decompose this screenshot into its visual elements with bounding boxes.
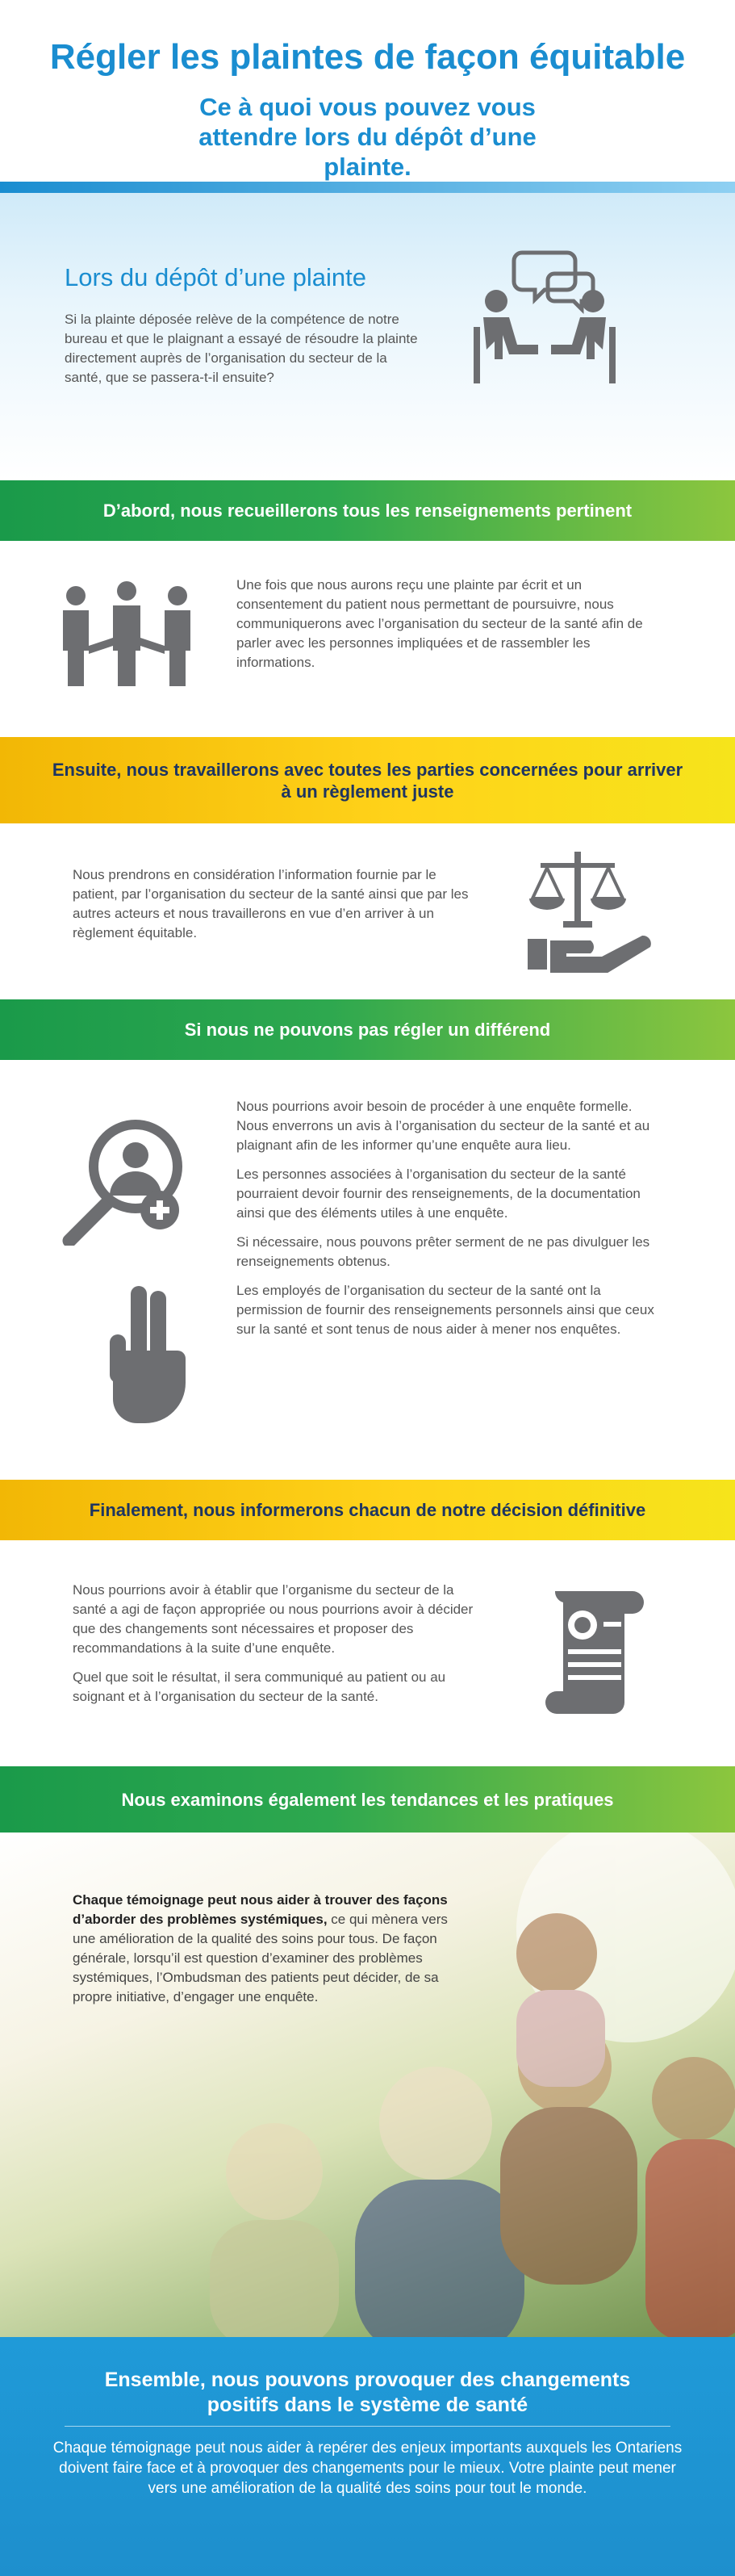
intro-heading: Lors du dépôt d’une plainte [65, 263, 367, 291]
step4-banner [0, 1480, 735, 1540]
footer-section [0, 2337, 735, 2576]
step4-title: Finalement, nous informerons chacun de notre décision définitive [89, 1500, 646, 1520]
step5-body: ce qui mènera vers une amélioration de la qualité des soins pour tous. De façon générale, lorsqu’il est question d’examiner des problèmes systémiques, l’Ombudsman des patients peut décider, de sa propre initiative, d’engager une enquête. [73, 1912, 448, 2004]
step4-section [0, 1540, 735, 1766]
step3-section [0, 1060, 735, 1480]
step1-title: D’abord, nous recueillerons tous les renseignements pertinent [102, 501, 633, 521]
step1-section [0, 541, 735, 737]
step2-section [0, 823, 735, 999]
intro-section [0, 182, 735, 480]
step3-banner [0, 999, 735, 1060]
step5-title: Nous examinons également les tendances et les pratiques [121, 1789, 614, 1810]
magnifier-patient-icon [56, 1116, 194, 1246]
scales-hand-icon [524, 852, 662, 973]
step3-title: Si nous ne pouvons pas régler un différend [184, 1020, 551, 1040]
footer-body: Chaque témoignage peut nous aider à repérer des enjeux importants auxquels les Ontariens doivent faire face et à provoquer des changements pour le mieux. Votre plainte peut mener vers une amélioration de la qualité des soins pour tout le monde. [52, 2440, 683, 2497]
step1-banner [0, 480, 735, 541]
step5-text [73, 1891, 460, 2007]
oath-hand-icon [105, 1286, 194, 1423]
step4-paragraph-1: Nous pourrions avoir à établir que l’organisme du secteur de la santé a agi de façon appropriée ou nous pourrions avoir à décider que des changements sont nécessaires et proposer des recommandations à la suite d’une enquête. [73, 1582, 474, 1656]
page-subtitle: Ce à quoi vous pouvez vous attendre lors du dépôt d’une plainte. [198, 93, 537, 181]
step2-banner [0, 737, 735, 823]
intro-top-bar [0, 182, 735, 193]
page-title: Régler les plaintes de façon équitable [49, 37, 686, 77]
footer-divider [65, 2426, 670, 2427]
step5-lead: Chaque témoignage peut nous aider à trouver des façons d’aborder des problèmes systémiques, [73, 1892, 448, 1927]
step2-title: Ensuite, nous travaillerons avec toutes les parties concernées pour arriver à un règlement juste [52, 759, 683, 802]
people-group-icon [58, 581, 195, 690]
step4-paragraph-2: Quel que soit le résultat, il sera communiqué au patient ou au soignant et à l’organisation du secteur de la santé. [73, 1669, 446, 1704]
footer-title: Ensemble, nous pouvons provoquer des changements positifs dans le système de santé [104, 2369, 631, 2416]
step2-body: Nous prendrons en considération l’information fournie par le patient, par l’organisation du secteur de la santé ainsi que par les autres acteurs et nous travaillerons en vue d’en arriver à un règlement équitable. [73, 867, 469, 940]
family-photo-section [0, 1833, 735, 2337]
step3-paragraph-1: Nous pourrions avoir besoin de procéder à une enquête formelle. Nous enverrons un avis à l’organisation du secteur de la santé et au plaignant afin de les informer qu’une enquête aura lieu. [236, 1099, 650, 1153]
step1-body: Une fois que nous aurons reçu une plainte par écrit et un consentement du patient nous permettant de poursuivre, nous communiquerons avec l’organisation du secteur de la santé afin de parler avec les personnes impliquées et de rassembler les informations. [236, 577, 643, 670]
page-header [0, 0, 735, 182]
step3-paragraph-4: Les employés de l’organisation du secteur de la santé ont la permission de fournir des renseignements personnels ainsi que ceux sur la santé et sont tenus de nous aider à mener nos enquêtes. [236, 1283, 654, 1337]
step5-banner [0, 1766, 735, 1833]
document-scroll-icon [532, 1585, 654, 1714]
intro-body: Si la plainte déposée relève de la compétence de notre bureau et que le plaignant a essayé de résoudre la plainte directement auprès de l’organisation du secteur de la santé, que se passera-t-il ensuite? [65, 312, 418, 385]
step3-paragraph-3: Si nécessaire, nous pouvons prêter serment de ne pas divulguer les renseignements obtenus. [236, 1234, 650, 1269]
conversation-icon [464, 246, 625, 392]
step3-paragraph-2: Les personnes associées à l’organisation du secteur de la santé pourraient devoir fournir des renseignements, de la documentation ainsi que des éléments utiles à une enquête. [236, 1167, 641, 1221]
step3-text [236, 1097, 664, 1349]
step4-text [73, 1581, 476, 1716]
